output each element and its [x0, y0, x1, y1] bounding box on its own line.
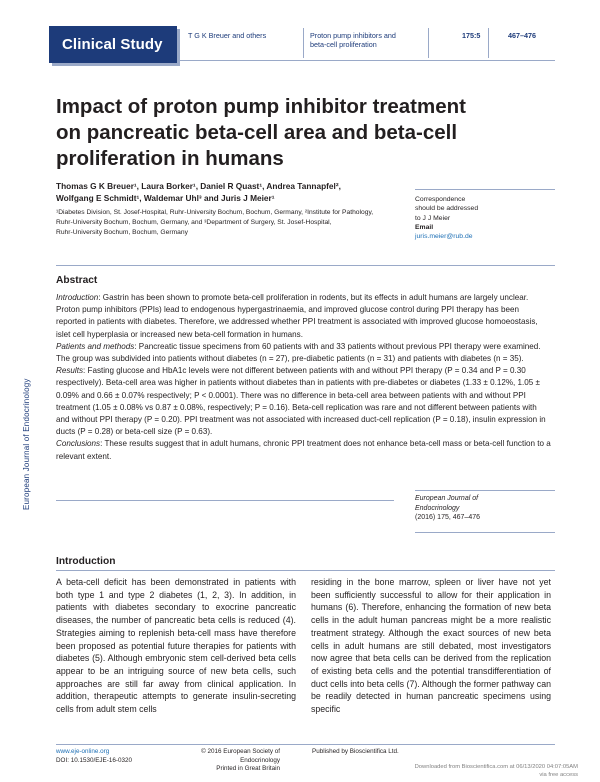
- corr-line-1: Correspondence: [415, 196, 466, 203]
- footer-rule: [56, 744, 555, 745]
- abstract-introduction: Introduction: Gastrin has been shown to promote beta-cell proliferation in rodents, but its effects in adult humans are largely unclear. Proton pump inhibitors (PPIs) lead to endogenous hypergastrinaemia, and improved glucose control during PPI therapy has been reported in patients with diabetes. Therefore, we addressed whether PPI treatment is associated with improved glucose homoeostasis, islet cell hyperplasia or increased new beta-cell formation in humans.: [56, 293, 538, 339]
- intro-column-right: residing in the bone marrow, spleen or liver have not yet been sufficiently successful to allow for their application in humans (6). Therefore, enhancing the formation of new beta cells in the adult human pancreas might be a more realistic treatment strategy. Although the exact sources of new beta cells in adult humans are still debated, most investigators now agree that beta cells can be derived from the replication of existing beta cells and the potential transdifferentiation of duct cells into beta cells (7). Although the former pathway can be readily detected in human pancreatic specimens using specific: [311, 577, 551, 715]
- journal-citation: [415, 494, 555, 523]
- running-title: [310, 31, 396, 49]
- page-range: 467–476: [508, 31, 536, 40]
- header-divider: [428, 28, 429, 58]
- corr-email-label: Email: [415, 223, 434, 231]
- affil-line-3: Ruhr-University Bochum, Bochum, Germany: [56, 229, 188, 236]
- footer-left: [56, 748, 132, 765]
- doi: DOI: 10.1530/EJE-16-0320: [56, 756, 132, 764]
- affil-line-2: Ruhr-University Bochum, Bochum, Germany, and ³Department of Surgery, St. Josef-Hospital,: [56, 219, 332, 226]
- download-line-1: Downloaded from Bioscientifica.com at 06/13/2020 04:07:05AM: [414, 764, 578, 770]
- download-line-2: via free access: [539, 772, 578, 778]
- corr-line-3: to J J Meier: [415, 214, 451, 222]
- printed-in: Printed in Great Britain: [216, 765, 280, 772]
- running-title-line-1: Proton pump inhibitors and: [310, 31, 396, 40]
- corr-line-2: should be addressed: [415, 205, 479, 213]
- section-label: Clinical Study: [62, 36, 163, 53]
- authors-line-1: Thomas G K Breuer¹, Laura Borker¹, Daniel R Quast¹, Andrea Tannapfel²,: [56, 181, 341, 191]
- affil-line-1: ¹Diabetes Division, St. Josef-Hospital, Ruhr-University Bochum, Bochum, Germany, ²Institute for Pathology,: [56, 209, 374, 216]
- copyright: © 2016 European Society of Endocrinology: [201, 748, 280, 764]
- publisher: Published by Bioscientifica Ltd.: [312, 748, 399, 755]
- journal-url-link[interactable]: www.eje-online.org: [56, 748, 110, 755]
- running-title-line-2: beta-cell proliferation: [310, 40, 377, 49]
- header-divider: [488, 28, 489, 58]
- author-list: [56, 180, 396, 204]
- abstract-bottom-rule: [56, 500, 394, 501]
- introduction-heading: Introduction: [56, 556, 116, 567]
- title-line-3: proliferation in humans: [56, 147, 284, 170]
- citation-rule-top: [415, 490, 555, 491]
- abstract-top-rule: [56, 265, 555, 266]
- correspondence-box: [415, 195, 535, 241]
- header-divider: [303, 28, 304, 58]
- cite-line-3: (2016) 175, 467–476: [415, 514, 480, 522]
- abstract-methods: Patients and methods: Pancreatic tissue specimens from 60 patients with and 33 patients without previous PPI therapy were examined. The group was subdivided into patients without diabetes (n = 27), pre-diabetic patients (n = 31) and patients with diabetes (n = 35).: [56, 341, 541, 364]
- download-notice: [380, 763, 578, 779]
- running-authors: T G K Breuer and others: [188, 31, 267, 40]
- citation-rule-bottom: [415, 532, 555, 533]
- footer-middle: [165, 748, 280, 774]
- abstract-body: [56, 292, 551, 463]
- correspondence-rule: [415, 189, 555, 190]
- header-rule: [180, 60, 555, 61]
- abstract-results: Results: Fasting glucose and HbA1c levels were not different between patients with and without PPI therapy (P = 0.34 and P = 0.30 respectively). Beta-cell area was higher in patients without diabetes than in patients with pre-diabetes or diabetes (1.33 ± 0.12%, 1.05 ± 0.09% and 0.66 ± 0.07% respectively; P < 0.0001). There was no difference in beta-cell area between patients with and without PPI treatment (1.05 ± 0.08% vs 0.87 ± 0.08%, respectively; P = 0.16). Beta-cell replication was rare and not different between patients with and without PPI therapy (P = 0.20). PPI treatment was not associated with increased duct-cell replication (P = 0.18), insulin expression in ducts (P = 0.28) or beta-cell size (P = 0.63).: [56, 366, 546, 437]
- abstract-heading: Abstract: [56, 275, 98, 286]
- cite-line-1: European Journal of: [415, 495, 479, 502]
- volume: 175:5: [462, 31, 481, 40]
- cite-line-2: Endocrinology: [415, 504, 460, 512]
- abstract-conclusions: Conclusions: These results suggest that in adult humans, chronic PPI treatment does not enhance beta-cell mass or beta-cell function to a relevant extent.: [56, 439, 551, 461]
- side-journal-name: European Journal of Endocrinology: [22, 378, 31, 510]
- article-title: [56, 94, 516, 172]
- title-line-2: on pancreatic beta-cell area and beta-cell: [56, 121, 458, 144]
- introduction-rule: [56, 570, 555, 571]
- affiliations: [56, 208, 396, 238]
- authors-line-2: Wolfgang E Schmidt¹, Waldemar Uhl³ and Juris J Meier¹: [56, 193, 275, 203]
- title-line-1: Impact of proton pump inhibitor treatment: [56, 95, 466, 118]
- corr-email-link[interactable]: juris.meier@rub.de: [415, 233, 473, 241]
- intro-column-left: A beta-cell deficit has been demonstrated in patients with both type 1 and type 2 diabetes (1, 2, 3). In addition, in patients with diabetes secondary to exocrine pancreatic diseases, the number of pancreatic beta cells is reduced (4). Strategies aiming to replenish beta-cell mass have therefore been proposed as potential future therapies for patients with diabetes (5). Although embryonic stem cell-derived beta cells appear to be an intriguing source of new beta cells, such approaches are still far away from clinical application. In addition, therapeutic attempts to generate insulin-secreting cells from adult stem cells: [56, 577, 296, 715]
